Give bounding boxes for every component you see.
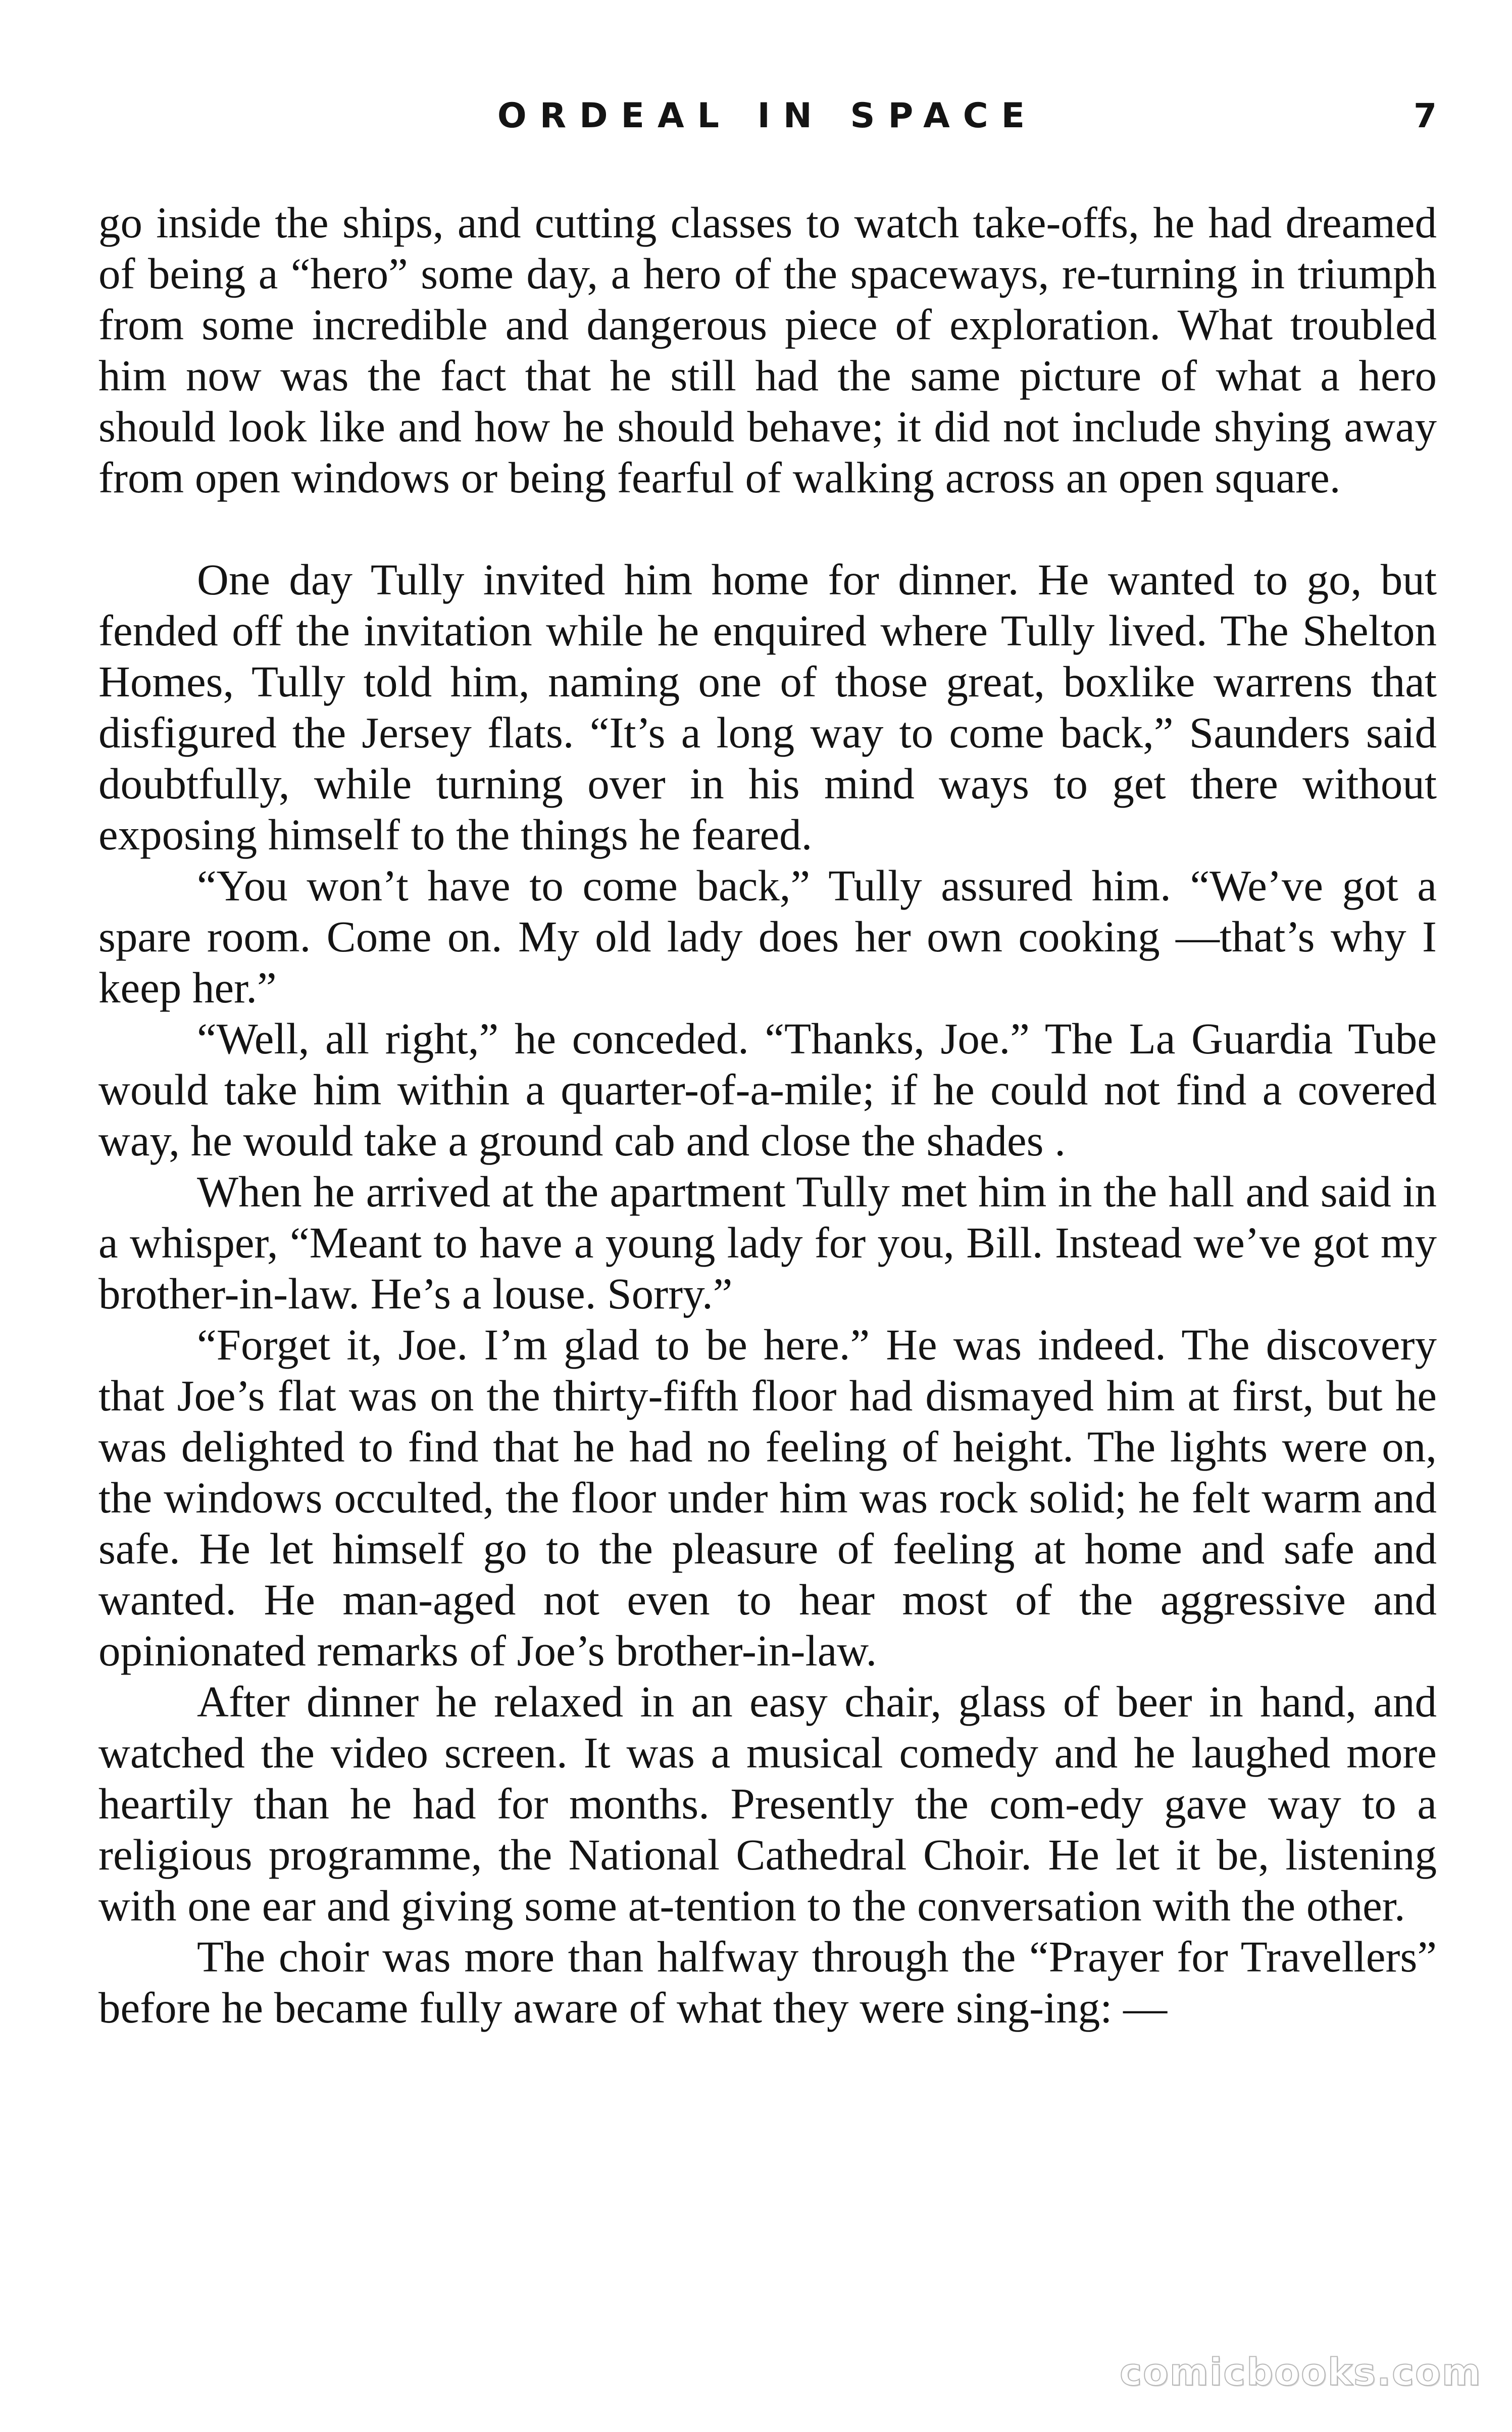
page-number: 7 <box>1414 96 1437 135</box>
running-title: ORDEAL IN SPACE <box>497 96 1038 136</box>
page-header <box>98 91 1437 151</box>
paragraph: After dinner he relaxed in an easy chair, glass of beer in hand, and watched the video screen. It was a musical comedy and he laughed more heartily than he had for months. Presently the com-edy gave way to a religious programme, the National Cathedral Choir. He let it be, listening with one ear and giving some at-tention to the conversation with the other. <box>98 1677 1437 1930</box>
paragraph: “You won’t have to come back,” Tully assured him. “We’ve got a spare room. Come on. My old lady does her own cooking —that’s why I keep her.” <box>98 861 1437 1012</box>
paragraph: “Forget it, Joe. I’m glad to be here.” He was indeed. The discovery that Joe’s flat was on the thirty-fifth floor had dismayed him at first, but he was delighted to find that he had no feeling of height. The lights were on, the windows occulted, the floor under him was rock solid; he felt warm and safe. He let himself go to the pleasure of feeling at home and safe and wanted. He man-aged not even to hear most of the aggressive and opinionated remarks of Joe’s brother-in-law. <box>98 1320 1437 1675</box>
paragraph: When he arrived at the apartment Tully met him in the hall and said in a whisper, “Meant to have a young lady for you, Bill. Instead we’ve got my brother-in-law. He’s a louse. Sorry.” <box>98 1167 1437 1318</box>
source-watermark: comicbooks.com <box>1120 2351 1482 2394</box>
paragraph: go inside the ships, and cutting classes to watch take-offs, he had dreamed of being a “hero” some day, a hero of the spaceways, re-turning in triumph from some incredible and dangerous piece of exploration. What troubled him now was the fact that he still had the same picture of what a hero should look like and how he should behave; it did not include shying away from open windows or being fearful of walking across an open square. <box>98 198 1437 502</box>
body-text <box>98 197 1437 2033</box>
paragraph: The choir was more than halfway through the “Prayer for Travellers” before he became fully aware of what they were sing-ing: — <box>98 1932 1437 2032</box>
paragraph: One day Tully invited him home for dinner. He wanted to go, but fended off the invitation while he enquired where Tully lived. The Shelton Homes, Tully told him, naming one of those great, boxlike warrens that disfigured the Jersey flats. “It’s a long way to come back,” Saunders said doubtfully, while turning over in his mind ways to get there without exposing himself to the things he feared. <box>98 555 1437 859</box>
paragraph: “Well, all right,” he conceded. “Thanks, Joe.” The La Guardia Tube would take him within a quarter-of-a-mile; if he could not find a covered way, he would take a ground cab and close the shades . <box>98 1014 1437 1165</box>
